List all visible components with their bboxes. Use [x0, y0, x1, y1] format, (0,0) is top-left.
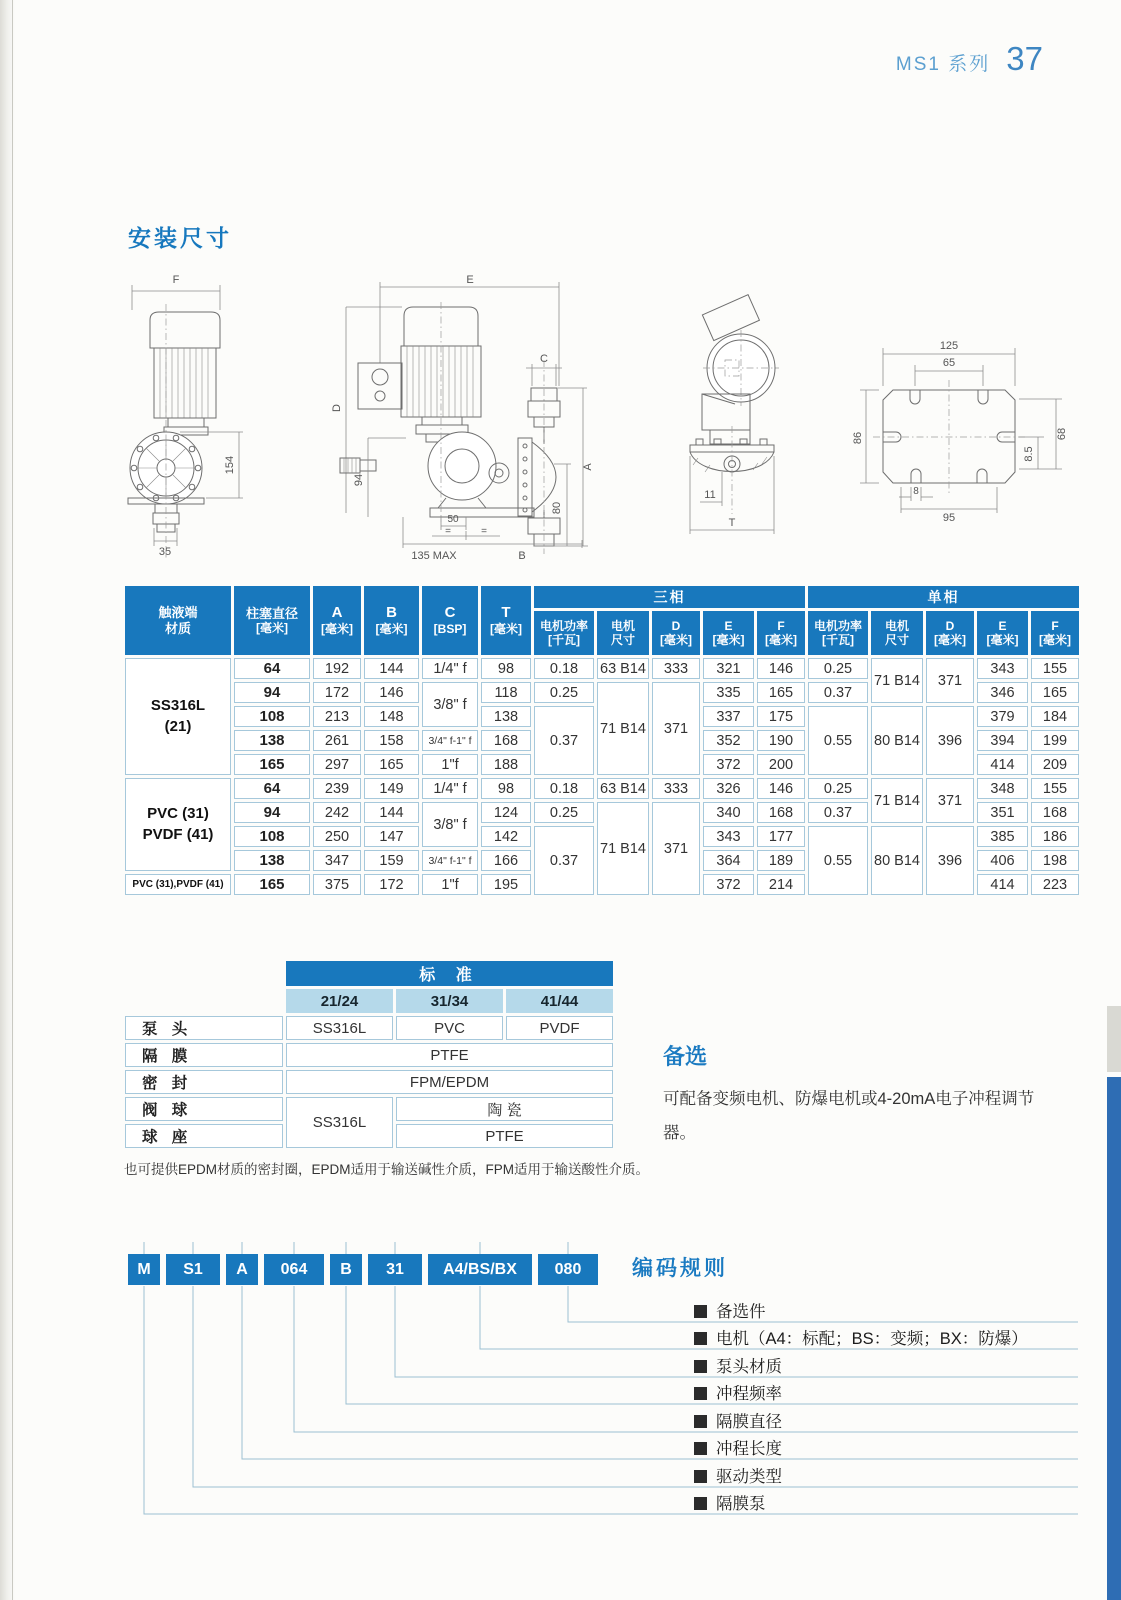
cell: 149: [364, 778, 419, 799]
col-header-B: B [毫米]: [364, 586, 419, 655]
cell: 165: [364, 754, 419, 775]
cell: 177: [757, 826, 805, 847]
dim-label-80: 80: [551, 501, 563, 515]
cell: 80 B14: [871, 826, 923, 895]
cell: 63 B14: [597, 778, 649, 799]
col-header-power-3ph: 电机功率 [千瓦]: [534, 611, 594, 655]
cell: 347: [313, 850, 361, 871]
cell: 108: [234, 826, 310, 847]
cell: 0.37: [808, 802, 868, 823]
row-label-seal: 密 封: [125, 1070, 283, 1094]
square-bullet-icon: [694, 1360, 707, 1373]
col-header-F-1ph: F [毫米]: [1031, 611, 1079, 655]
cell: 375: [313, 874, 361, 895]
cell: 0.25: [534, 802, 594, 823]
col-header-F-3ph: F [毫米]: [757, 611, 805, 655]
cell: 351: [977, 802, 1028, 823]
cell: PVDF: [506, 1016, 613, 1040]
cell: 0.25: [808, 778, 868, 799]
cell: 3/4" f-1" f: [422, 730, 478, 751]
code-box-drive-type: S1: [166, 1254, 220, 1285]
square-bullet-icon: [694, 1305, 707, 1318]
cell: 343: [703, 826, 754, 847]
cell: SS316L: [286, 1097, 393, 1148]
dim-label-50: 50: [447, 514, 459, 525]
col-header-41-44: 41/44: [506, 989, 613, 1013]
cell: 364: [703, 850, 754, 871]
dim-label-8: 8: [913, 486, 919, 497]
cell: 80 B14: [871, 706, 923, 775]
cell: 352: [703, 730, 754, 751]
cell: 64: [234, 658, 310, 679]
legend-item-motor: 电机（A4：标配；BS：变频；BX：防爆）: [694, 1325, 1028, 1347]
coding-rule-title: 编码规则: [632, 1257, 728, 1280]
cell: 108: [234, 706, 310, 727]
table-row: [125, 658, 1079, 679]
row-label-valve-ball: 阀 球: [125, 1097, 283, 1121]
cell: 0.25: [534, 682, 594, 703]
cell: 239: [313, 778, 361, 799]
code-box-stroke-length: A: [226, 1254, 258, 1285]
dim-label-65: 65: [942, 357, 956, 369]
cell: 209: [1031, 754, 1079, 775]
col-header-power-1ph: 电机功率 [千瓦]: [808, 611, 868, 655]
cell: 242: [313, 802, 361, 823]
dim-label-86: 86: [852, 431, 864, 445]
cell: 184: [1031, 706, 1079, 727]
cell: 175: [757, 706, 805, 727]
row-label-diaphragm: 隔 膜: [125, 1043, 283, 1067]
cell: 158: [364, 730, 419, 751]
cell: 186: [1031, 826, 1079, 847]
cell: 333: [652, 778, 700, 799]
cell: 155: [1031, 778, 1079, 799]
cell: 223: [1031, 874, 1079, 895]
legend-item-stroke-frequency: 冲程频率: [694, 1380, 782, 1402]
code-box-stroke-freq: B: [330, 1254, 362, 1285]
cell: 199: [1031, 730, 1079, 751]
col-header-motor-3ph: 电机 尺寸: [597, 611, 649, 655]
cell: 335: [703, 682, 754, 703]
col-header-A: A [毫米]: [313, 586, 361, 655]
cell-material: SS316L (21): [125, 658, 231, 775]
cell: 372: [703, 754, 754, 775]
cell: 195: [481, 874, 531, 895]
legend-item-diaphragm-pump: 隔膜泵: [694, 1490, 766, 1512]
col-header-31-34: 31/34: [396, 989, 503, 1013]
square-bullet-icon: [694, 1470, 707, 1483]
cell: 348: [977, 778, 1028, 799]
cell: 0.55: [808, 706, 868, 775]
cell: 188: [481, 754, 531, 775]
cell: 385: [977, 826, 1028, 847]
legend-item-option: 备选件: [694, 1298, 766, 1320]
options-section: [663, 1040, 1063, 1151]
cell: PTFE: [286, 1043, 613, 1067]
cell: 1/4" f: [422, 658, 478, 679]
standard-table-title: 标 准: [286, 961, 613, 986]
legend-item-stroke-length: 冲程长度: [694, 1435, 782, 1457]
col-header-motor-1ph: 电机 尺寸: [871, 611, 923, 655]
standard-table: [122, 958, 616, 1151]
cell: 213: [313, 706, 361, 727]
dim-label-35: 35: [158, 546, 172, 558]
drawing-base-plate: [852, 340, 1068, 524]
col-header-21-24: 21/24: [286, 989, 393, 1013]
cell: 168: [1031, 802, 1079, 823]
cell: 94: [234, 802, 310, 823]
cell: 3/8" f: [422, 682, 478, 727]
row-label-ball-seat: 球 座: [125, 1124, 283, 1148]
square-bullet-icon: [694, 1442, 707, 1455]
col-header-C: C [BSP]: [422, 586, 478, 655]
cell: 94: [234, 682, 310, 703]
cell: 1"f: [422, 874, 478, 895]
dim-label-94: 94: [353, 473, 365, 487]
col-header-T: T [毫米]: [481, 586, 531, 655]
options-title: 备选: [663, 1044, 708, 1069]
legend-item-head-material: 泵头材质: [694, 1353, 782, 1375]
code-box-pump-type: M: [128, 1254, 160, 1285]
drawing-side-view: [331, 274, 594, 562]
dim-label-154: 154: [224, 455, 236, 475]
legend-item-diaphragm-diameter: 隔膜直径: [694, 1408, 782, 1430]
page-header: [896, 40, 1043, 78]
cell: 98: [481, 778, 531, 799]
cell: 165: [1031, 682, 1079, 703]
cell: 1"f: [422, 754, 478, 775]
cell: 396: [926, 826, 974, 895]
dim-label-A: A: [582, 463, 594, 471]
cell: 326: [703, 778, 754, 799]
cell: 192: [313, 658, 361, 679]
cell: 261: [313, 730, 361, 751]
cell: 98: [481, 658, 531, 679]
col-header-D-3ph: D [毫米]: [652, 611, 700, 655]
col-header-material: 触液端 材质: [125, 586, 231, 655]
cell: 0.55: [808, 826, 868, 895]
square-bullet-icon: [694, 1332, 707, 1345]
cell: 147: [364, 826, 419, 847]
cell: 165: [234, 874, 310, 895]
square-bullet-icon: [694, 1497, 707, 1510]
cell: 0.37: [534, 826, 594, 895]
standard-table-note: 也可提供EPDM材质的密封圈，EPDM适用于输送碱性介质，FPM适用于输送酸性介质。: [124, 1162, 650, 1177]
row-label-pump-head: 泵 头: [125, 1016, 283, 1040]
page-right-gray-block: [1107, 1006, 1121, 1072]
group-header-single-phase: 单相: [808, 586, 1079, 608]
options-text: 可配备变频电机、防爆电机或4-20mA电子冲程调节器。: [663, 1090, 1035, 1142]
dim-label-11: 11: [704, 489, 716, 501]
cell: 379: [977, 706, 1028, 727]
cell: 189: [757, 850, 805, 871]
cell: 0.25: [808, 658, 868, 679]
cell: 144: [364, 658, 419, 679]
dim-label-8p5: 8.5: [1023, 446, 1035, 462]
cell: SS316L: [286, 1016, 393, 1040]
square-bullet-icon: [694, 1387, 707, 1400]
cell: 337: [703, 706, 754, 727]
dim-label-E: E: [466, 274, 474, 286]
cell: 146: [757, 778, 805, 799]
cell: 陶 瓷: [396, 1097, 613, 1121]
col-header-E-1ph: E [毫米]: [977, 611, 1028, 655]
cell: 200: [757, 754, 805, 775]
cell: 71 B14: [597, 682, 649, 775]
drawing-front-view: [128, 274, 243, 560]
cell: 0.18: [534, 658, 594, 679]
code-box-motor: A4/BS/BX: [428, 1254, 532, 1285]
dim-label-95: 95: [942, 512, 956, 524]
dim-label-135max: 135 MAX: [411, 550, 457, 562]
table-row: [125, 778, 1079, 799]
cell: 198: [1031, 850, 1079, 871]
dim-label-T: T: [728, 517, 736, 529]
cell: 146: [757, 658, 805, 679]
cell: 346: [977, 682, 1028, 703]
code-box-head-material: 31: [368, 1254, 422, 1285]
cell: 63 B14: [597, 658, 649, 679]
cell: 118: [481, 682, 531, 703]
cell: 172: [313, 682, 361, 703]
cell: 371: [652, 682, 700, 775]
cell: 165: [234, 754, 310, 775]
cell: 148: [364, 706, 419, 727]
cell: 159: [364, 850, 419, 871]
dim-label-B: B: [518, 550, 526, 562]
cell: 333: [652, 658, 700, 679]
series-name: MS1 系列: [895, 54, 991, 75]
cell: 214: [757, 874, 805, 895]
square-bullet-icon: [694, 1415, 707, 1428]
cell: 138: [234, 730, 310, 751]
dim-label-eq2: =: [481, 526, 487, 537]
col-header-plunger: 柱塞直径 [毫米]: [234, 586, 310, 655]
dim-label-C: C: [540, 353, 548, 365]
cell: 3/4" f-1" f: [422, 850, 478, 871]
cell: 168: [481, 730, 531, 751]
cell: 250: [313, 826, 361, 847]
cell: 146: [364, 682, 419, 703]
cell-material: PVC (31),PVDF (41): [125, 874, 231, 895]
cell: 371: [652, 802, 700, 895]
cell: 0.37: [534, 706, 594, 775]
code-box-diaphragm-dia: 064: [264, 1254, 324, 1285]
cell: 3/8" f: [422, 802, 478, 847]
dimension-table: [122, 583, 1082, 898]
dim-label-eq1: =: [445, 526, 451, 537]
cell: 414: [977, 874, 1028, 895]
cell: 64: [234, 778, 310, 799]
col-header-E-3ph: E [毫米]: [703, 611, 754, 655]
cell: 155: [1031, 658, 1079, 679]
cell: 165: [757, 682, 805, 703]
cell: FPM/EPDM: [286, 1070, 613, 1094]
cell: 138: [234, 850, 310, 871]
installation-drawings: [110, 268, 1080, 568]
cell: 321: [703, 658, 754, 679]
cell: 297: [313, 754, 361, 775]
spacer-cell: [125, 961, 283, 986]
cell: 0.18: [534, 778, 594, 799]
cell: 166: [481, 850, 531, 871]
cell: 371: [926, 658, 974, 703]
cell: 394: [977, 730, 1028, 751]
cell: 138: [481, 706, 531, 727]
cell: PTFE: [396, 1124, 613, 1148]
cell-material: PVC (31) PVDF (41): [125, 778, 231, 871]
group-header-three-phase: 三相: [534, 586, 805, 608]
cell: 124: [481, 802, 531, 823]
cell: 414: [977, 754, 1028, 775]
dim-label-125: 125: [939, 340, 959, 352]
col-header-D-1ph: D [毫米]: [926, 611, 974, 655]
cell: PVC: [396, 1016, 503, 1040]
cell: 144: [364, 802, 419, 823]
drawing-top-view: [690, 295, 779, 534]
page-number: 37: [1006, 40, 1043, 77]
code-box-option: 080: [538, 1254, 598, 1285]
cell: 142: [481, 826, 531, 847]
cell: 71 B14: [871, 658, 923, 703]
dim-label-68: 68: [1056, 427, 1068, 441]
cell: 0.37: [808, 682, 868, 703]
cell: 172: [364, 874, 419, 895]
cell: 371: [926, 778, 974, 823]
cell: 372: [703, 874, 754, 895]
cell: 71 B14: [597, 802, 649, 895]
spacer-cell: [125, 989, 283, 1013]
cell: 340: [703, 802, 754, 823]
cell: 168: [757, 802, 805, 823]
cell: 343: [977, 658, 1028, 679]
legend-item-drive-type: 驱动类型: [694, 1463, 782, 1485]
section-title: 安装尺寸: [128, 225, 232, 251]
dim-label-F: F: [172, 274, 180, 286]
dim-label-D: D: [331, 404, 343, 412]
cell: 71 B14: [871, 778, 923, 823]
cell: 1/4" f: [422, 778, 478, 799]
cell: 406: [977, 850, 1028, 871]
cell: 396: [926, 706, 974, 775]
cell: 190: [757, 730, 805, 751]
